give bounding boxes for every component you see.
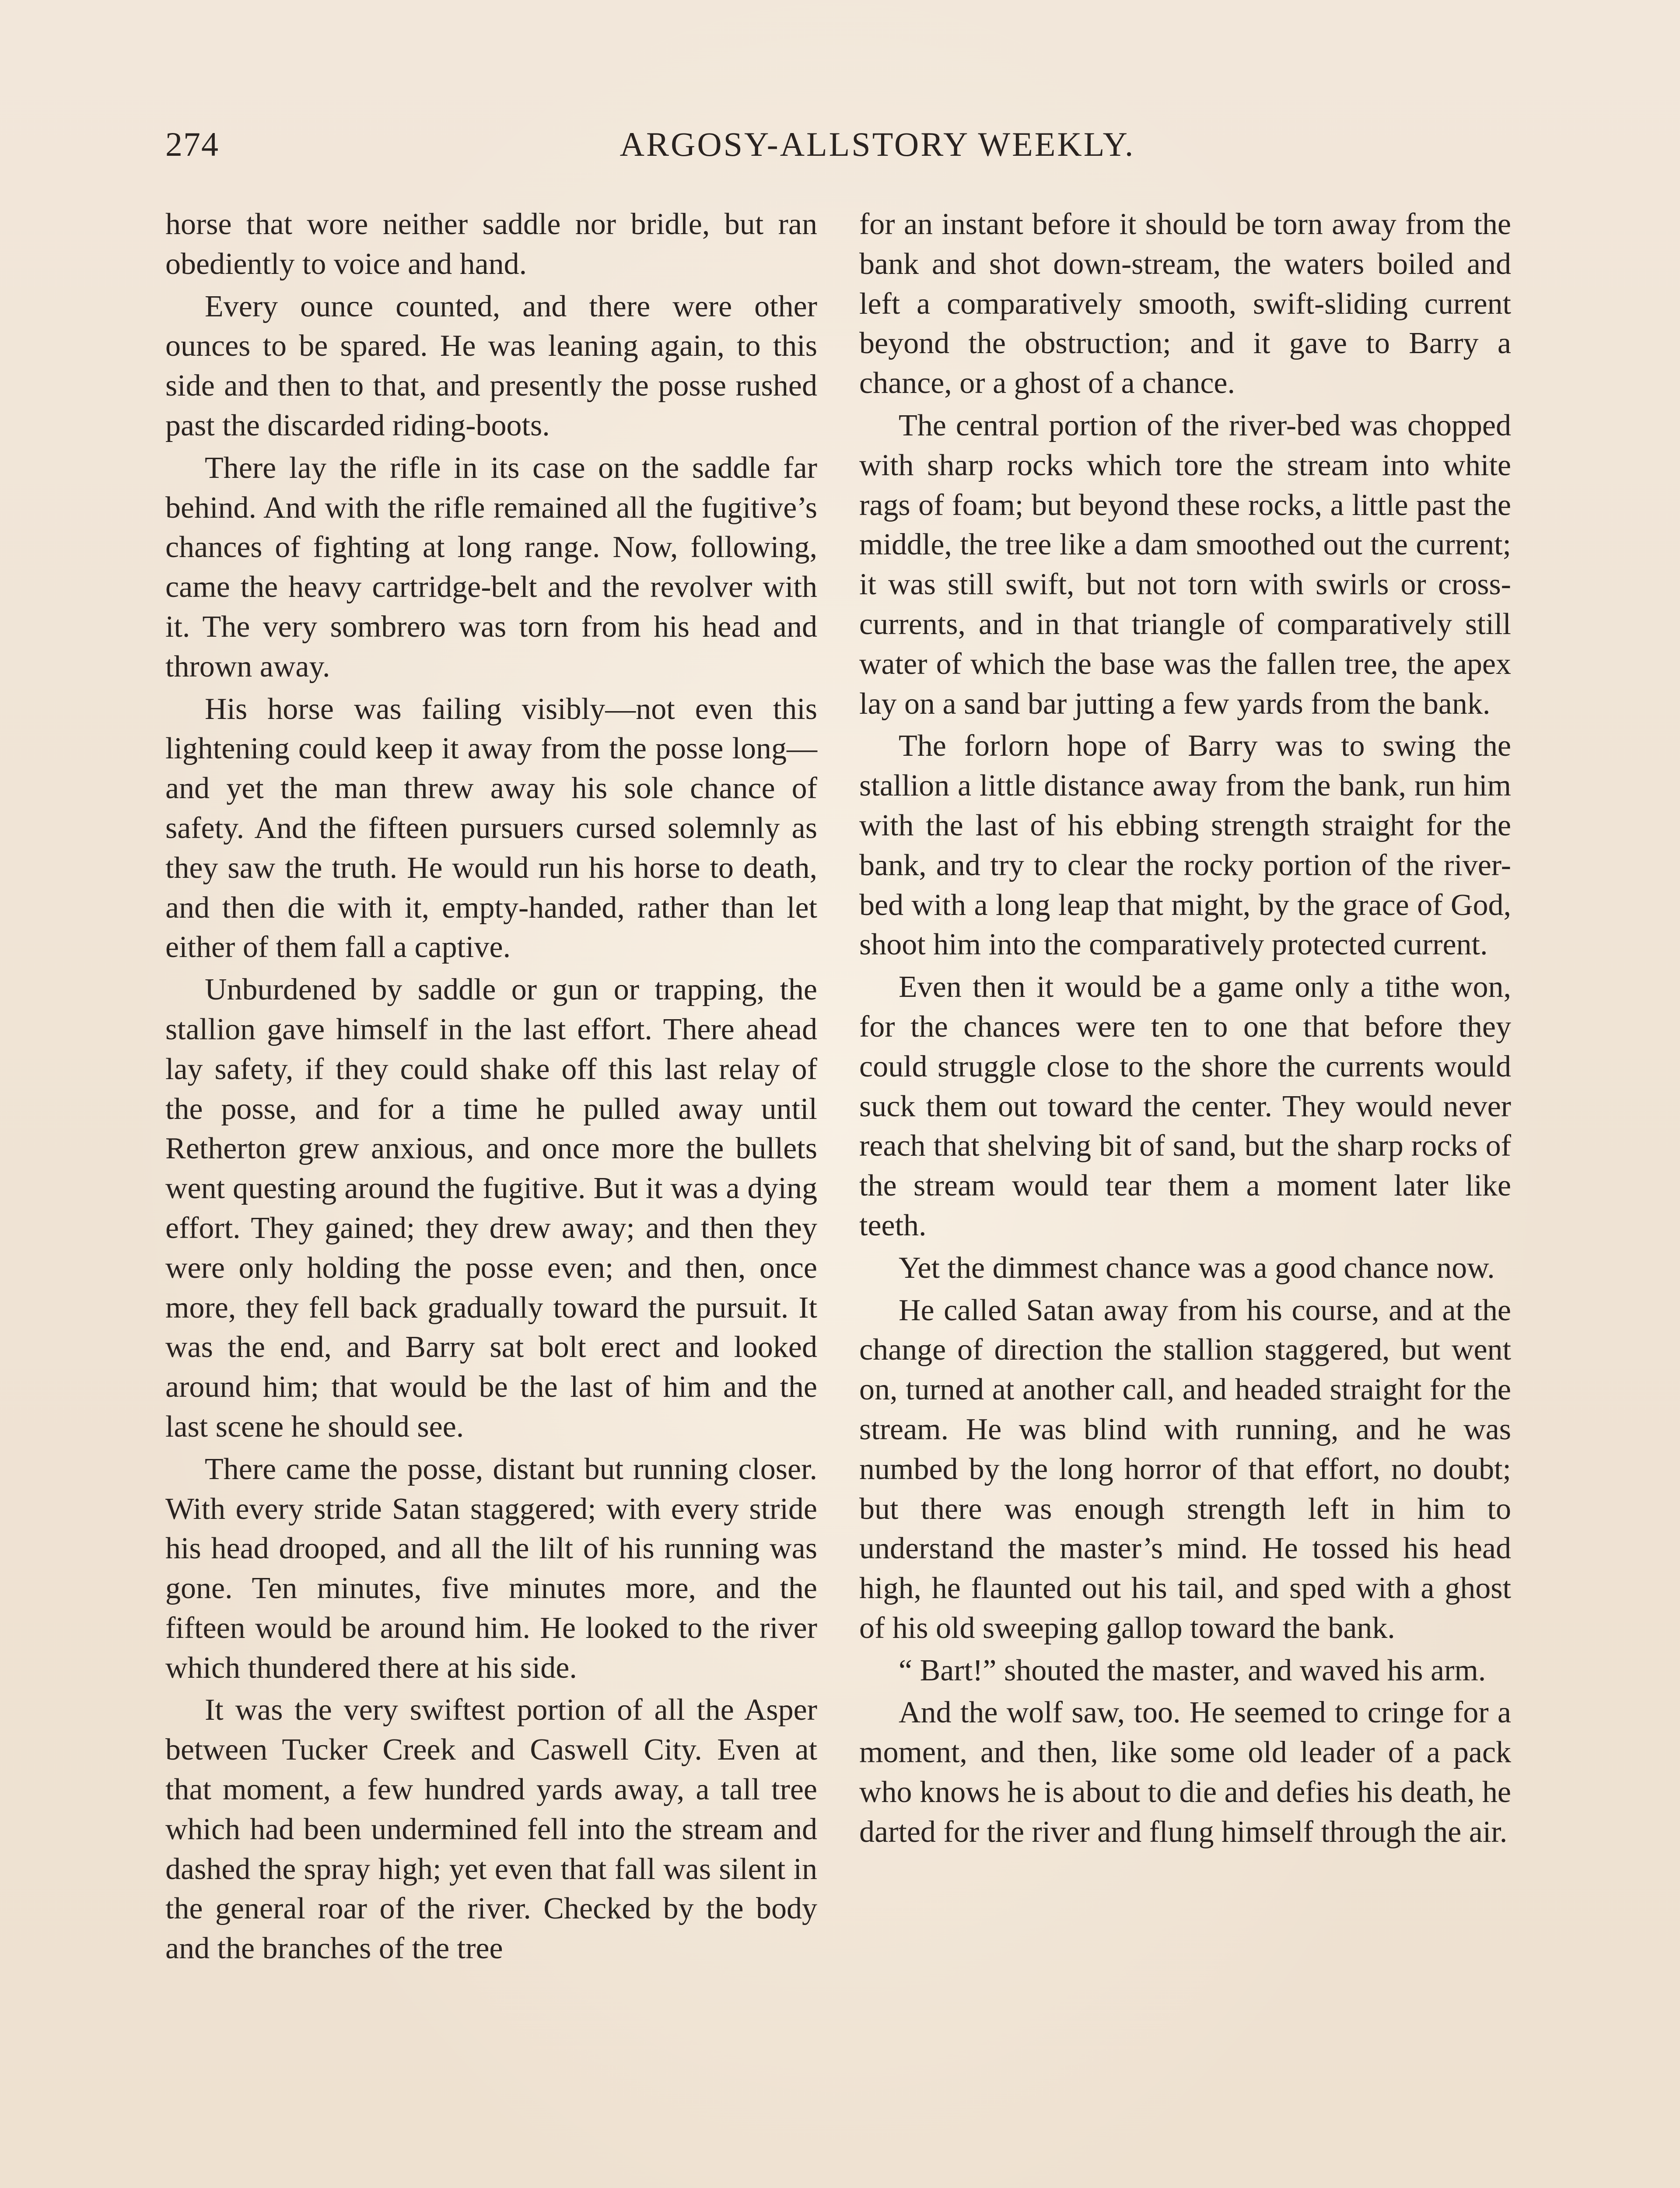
right-column xyxy=(859,205,1511,1852)
page-header xyxy=(165,125,1524,177)
paragraph: It was the very swiftest portion of all the Asper between Tucker Creek and Caswell City. Even at that moment, a few hundred yards away, a tall tree which had been undermined fell into the stream and dashed the spray high; yet even that fall was silent in the general roar of the river. Checked by the body and the branches of the tree xyxy=(165,1693,817,1966)
paragraph: Even then it would be a game only a tithe won, for the chances were ten to one that before they could struggle close to the shore the currents would suck them out toward the center. They would never reach that shelving bit of sand, but the sharp rocks of the stream would tear them a moment later like teeth. xyxy=(859,970,1511,1242)
left-column xyxy=(165,205,817,1969)
paragraph: He called Satan away from his course, and at the change of direction the stallion staggered, but went on, turned at another call, and headed straight for the stream. He was blind with running, and he was numbed by the long horror of that effort, no doubt; but there was enough strength left in him to understand the master’s mind. He tossed his head high, he flaunted out his tail, and sped with a ghost of his old sweeping gallop toward the bank. xyxy=(859,1293,1511,1645)
paragraph: for an instant before it should be torn away from the bank and shot down-stream, the waters boiled and left a comparatively smooth, swift-sliding current beyond the obstruction; and it gave to Barry a chance, or a ghost of a chance. xyxy=(859,207,1511,400)
paragraph: There lay the rifle in its case on the saddle far behind. And with the rifle remained all the fugitive’s chances of fighting at long range. Now, following, came the heavy cartridge-belt and the revolver with it. The very sombrero was torn from his head and thrown away. xyxy=(165,451,817,684)
paragraph: “ Bart!” shouted the master, and waved his arm. xyxy=(899,1653,1486,1687)
paragraph: And the wolf saw, too. He seemed to cringe for a moment, and then, like some old leader of a pack who knows he is about to die and defies his death, he darted for the river and flung himself through the air. xyxy=(859,1696,1511,1849)
page-number: 274 xyxy=(165,125,219,163)
paragraph: The forlorn hope of Barry was to swing the stallion a little distance away from the bank, run him with the last of his ebbing strength straight for the bank, and try to clear the rocky portion of the river-bed with a long leap that might, by the grace of God, shoot him into the comparatively protected current. xyxy=(859,729,1511,962)
paragraph: horse that wore neither saddle nor bridle, but ran obediently to voice and hand. xyxy=(165,207,817,281)
paragraph: Unburdened by saddle or gun or trapping, the stallion gave himself in the last effort. There ahead lay safety, if they could shake off this last relay of the posse, and for a time he pulled away until Retherton grew anxious, and once more the bullets went questing around the fugitive. But it was a dying effort. They gained; they drew away; and then they were only holding the posse even; and then, once more, they fell back gradually toward the pursuit. It was the end, and Barry sat bolt erect and looked around him; that would be the last of him and the last scene he should see. xyxy=(165,973,817,1444)
paragraph: Yet the dimmest chance was a good chance now. xyxy=(899,1251,1495,1285)
paragraph: His horse was failing visibly—not even this lightening could keep it away from the posse long—and yet the man threw away his sole chance of safety. And the fifteen pursuers cursed solemnly as they saw the truth. He would run his horse to death, and then die with it, empty-handed, rather than let either of them fall a captive. xyxy=(165,692,817,964)
paragraph: Every ounce counted, and there were other ounces to be spared. He was leaning again, to this side and then to that, and presently the posse rushed past the discarded riding-boots. xyxy=(165,289,817,442)
paragraph: The central portion of the river-bed was chopped with sharp rocks which tore the stream into white rags of foam; but beyond these rocks, a little past the middle, the tree like a dam smoothed out the current; it was still swift, but not torn with swirls or cross-currents, and in that triangle of comparatively still water of which the base was the fallen tree, the apex lay on a sand bar jutting a few yards from the bank. xyxy=(859,408,1511,721)
paragraph: There came the posse, distant but running closer. With every stride Satan staggered; with every stride his head drooped, and all the lilt of his running was gone. Ten minutes, five minutes more, and the fifteen would be around him. He looked to the river which thundered there at his side. xyxy=(165,1452,817,1685)
running-head: ARGOSY-ALLSTORY WEEKLY. xyxy=(620,125,1135,163)
